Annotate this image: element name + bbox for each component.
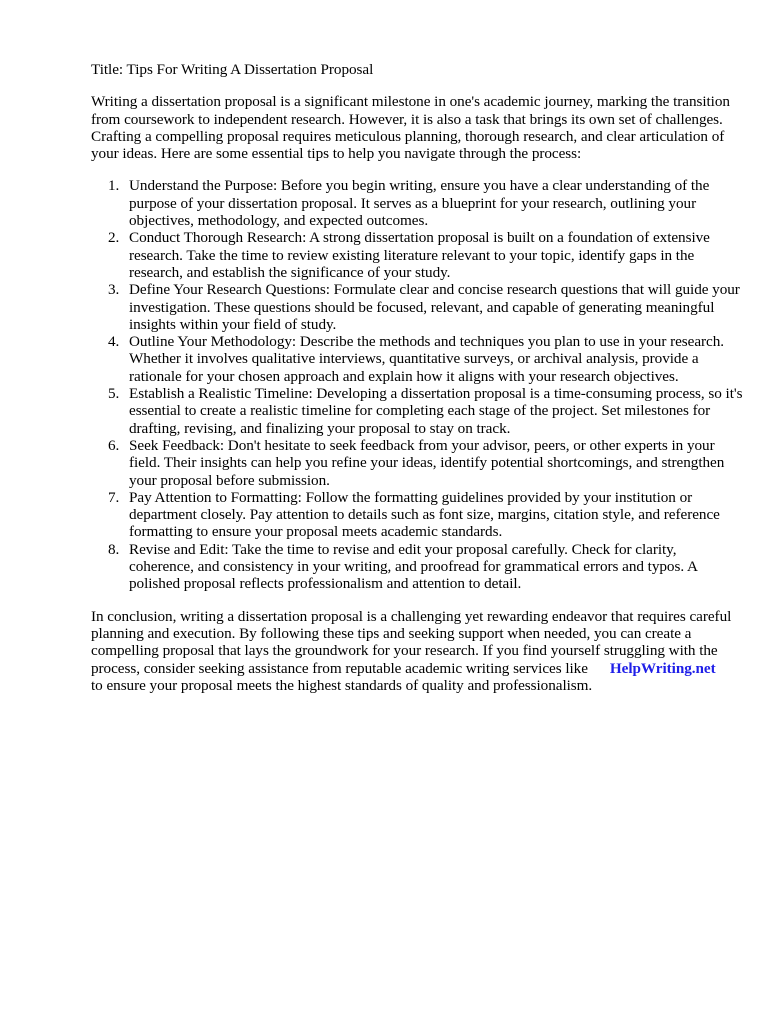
list-item-number: 3. [108,281,120,299]
list-item-number: 8. [108,540,120,558]
list-item [91,437,743,489]
conclusion-text-after-link: to ensure your proposal meets the highest standards of quality and professionalism. [91,676,593,694]
document-title: Title: Tips For Writing A Dissertation Proposal [91,61,374,78]
list-item [91,541,743,593]
list-item-text: Pay Attention to Formatting: Follow the formatting guidelines provided by your institution or department closely. Pay attention to details such as font size, margins, citation style, and reference formatting to ensure your proposal meets academic standards. [129,488,720,541]
list-item-number: 6. [108,436,120,454]
list-item [91,385,743,437]
conclusion-text-before-link: In conclusion, writing a dissertation proposal is a challenging yet rewarding endeavor that requires careful planning and execution. By following these tips and seeking support when needed, you can create a compelling proposal that lays the groundwork for your research. If you find yourself struggling with the process, consider seeking assistance from reputable academic writing services like [91,607,732,677]
list-item-number: 7. [108,488,120,506]
document-body [91,61,743,709]
tips-list [91,177,743,592]
helpwriting-link[interactable]: HelpWriting.net [609,659,716,677]
list-item-text: Define Your Research Questions: Formulate clear and concise research questions that will guide your investigation. These questions should be focused, relevant, and capable of generating meaningful insights within your field of study. [129,281,740,333]
list-item-number: 4. [108,333,120,351]
list-item-number: 1. [108,177,120,195]
list-item-text: Understand the Purpose: Before you begin writing, ensure you have a clear understanding of the purpose of your dissertation proposal. It serves as a blueprint for your research, outlining your objectives, methodology, and expected outcomes. [129,177,710,230]
list-item-text: Outline Your Methodology: Describe the methods and techniques you plan to use in your research. Whether it involves qualitative interviews, quantitative surveys, or archival analysis, provide a rationale for your chosen approach and explain how it aligns with your research objectives. [129,333,725,385]
list-item-text: Establish a Realistic Timeline: Developing a dissertation proposal is a time-consuming process, so it's essential to create a realistic timeline for completing each stage of the project. Set milestones for drafting, revising, and finalizing your proposal to stay on track. [129,385,743,437]
intro-paragraph: Writing a dissertation proposal is a significant milestone in one's academic journey, marking the transition from coursework to independent research. However, it is also a task that brings its own set of challenges. Crafting a compelling proposal requires meticulous planning, thorough research, and clear articulation of your ideas. Here are some essential tips to help you navigate through the process: [91,93,730,163]
conclusion-paragraph [91,608,743,694]
list-item-text: Seek Feedback: Don't hesitate to seek feedback from your advisor, peers, or other experts in your field. Their insights can help you refine your ideas, identify potential shortcomings, and strengthen your proposal before submission. [129,436,725,489]
list-item-number: 5. [108,385,120,403]
list-item [91,281,743,333]
list-item [91,177,743,229]
list-item [91,229,743,281]
list-item-text: Conduct Thorough Research: A strong dissertation proposal is built on a foundation of extensive research. Take the time to review existing literature relevant to your topic, identify gaps in the research, and establish the significance of your study. [129,229,710,281]
list-item [91,489,743,541]
list-item [91,333,743,385]
list-item-number: 2. [108,229,120,247]
list-item-text: Revise and Edit: Take the time to revise and edit your proposal carefully. Check for clarity, coherence, and consistency in your writing, and proofread for grammatical errors and typos. A polished proposal reflects professionalism and attention to detail. [129,540,698,593]
